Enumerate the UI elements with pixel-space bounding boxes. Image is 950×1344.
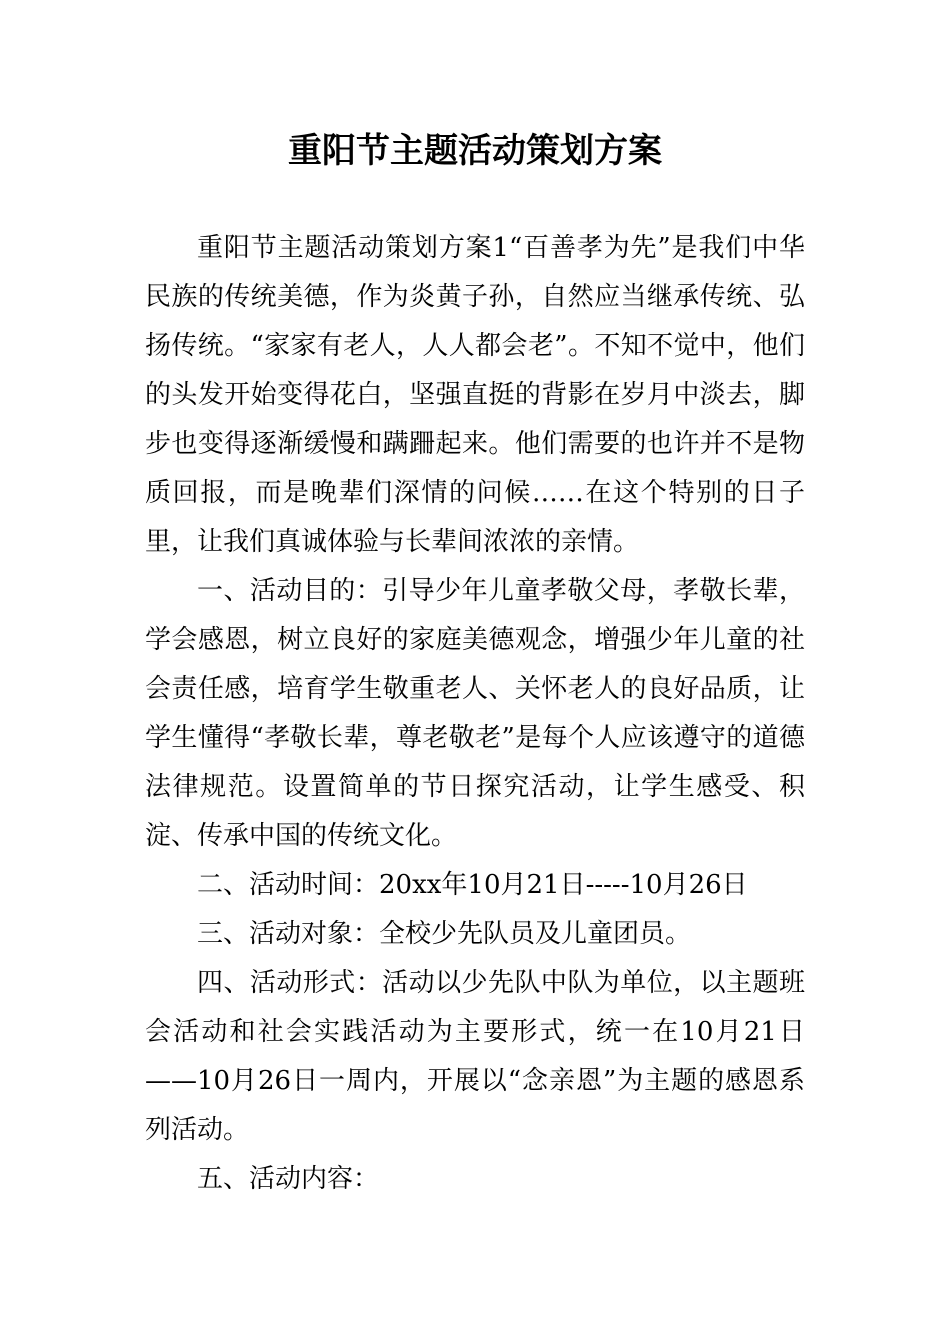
paragraph-activity-target: 三、活动对象：全校少先队员及儿童团员。 [197, 919, 692, 949]
paragraph-activity-time: 二、活动时间：20xx年10月21日-----10月26日 [197, 870, 748, 900]
paragraph-activity-purpose: 一、活动目的：引导少年儿童孝敬父母，孝敬长辈，学会感恩，树立良好的家庭美德观念，增强少年儿童的社会责任感，培育学生敬重老人、关怀老人的良好品质，让学生懂得“孝敬长辈，尊老敬老”是每个人应该遵守的道德法律规范。设置简单的节日探究活动，让学生感受、积淀、传承中国的传统文化。 [145, 576, 805, 851]
paragraph-activity-content: 五、活动内容： [197, 1164, 380, 1194]
paragraph-activity-format: 四、活动形式：活动以少先队中队为单位，以主题班会活动和社会实践活动为主要形式，统一在10月21日——10月26日一周内，开展以“念亲恩”为主题的感恩系列活动。 [145, 968, 805, 1145]
document-body [145, 224, 805, 1204]
document-title: 重阳节主题活动策划方案 [288, 131, 662, 171]
paragraph-intro: 重阳节主题活动策划方案1“百善孝为先”是我们中华民族的传统美德，作为炎黄子孙，自然应当继承传统、弘扬传统。“家家有老人，人人都会老”。不知不觉中，他们的头发开始变得花白，坚强直挺的背影在岁月中淡去，脚步也变得逐渐缓慢和蹒跚起来。他们需要的也许并不是物质回报，而是晚辈们深情的问候……在这个特别的日子里，让我们真诚体验与长辈间浓浓的亲情。 [145, 233, 805, 557]
